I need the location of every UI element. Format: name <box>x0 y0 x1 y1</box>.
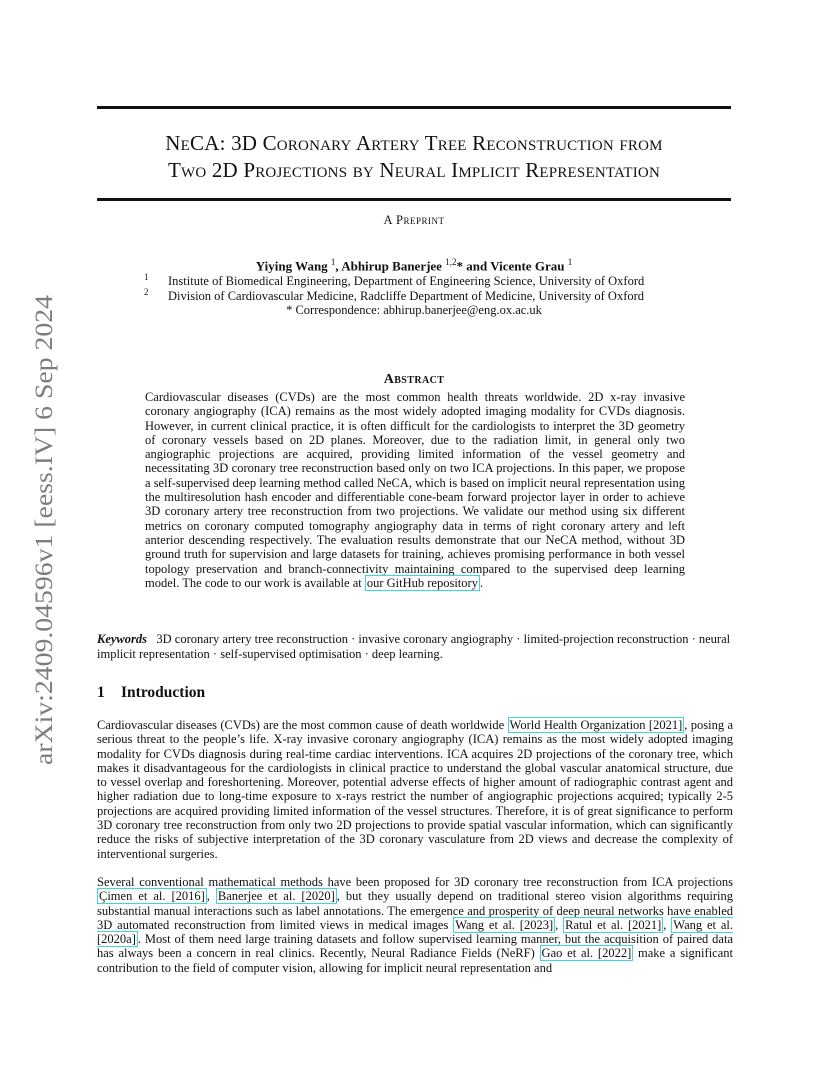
section-title: Introduction <box>121 684 206 701</box>
citation-link[interactable]: Gao et al. [2022] <box>541 946 632 961</box>
title-top-rule <box>97 106 731 109</box>
paragraph-text: Cardiovascular diseases (CVDs) are the most common cause of death worldwide <box>97 718 508 732</box>
keywords <box>97 632 733 662</box>
keywords-text: 3D coronary artery tree reconstruction · invasive coronary angiography · limited-projection reconstruction · neural implicit representation · self-supervised optimisation · deep learning. <box>97 632 731 661</box>
author-list <box>97 257 731 274</box>
citation-link[interactable]: Banerjee et al. [2020] <box>217 889 335 904</box>
github-link[interactable]: our GitHub repository <box>366 575 478 590</box>
citation-link[interactable]: World Health Organization [2021] <box>509 718 683 732</box>
paragraph-text: make a significant contribution to the field of computer vision, allowing for implicit neural representation and <box>97 946 733 975</box>
author-name: and Vicente Grau <box>462 258 565 274</box>
correspondence: * Correspondence: abhirup.banerjee@eng.ox.ac.uk <box>286 303 542 317</box>
citation-link[interactable]: Çimen et al. [2016] <box>99 889 205 904</box>
paragraph-text: , <box>663 917 672 932</box>
author-name: Yiying Wang <box>255 258 328 274</box>
citation-link[interactable]: Wang et al. [2023] <box>455 917 554 932</box>
title-bottom-rule <box>97 198 731 201</box>
abstract-end: . <box>479 575 484 590</box>
preprint-label: A Preprint <box>383 213 445 227</box>
abstract-text: Cardiovascular diseases (CVDs) are the most common health threats worldwide. 2D x-ray invasive coronary angiography (ICA) remains as the most widely adopted imaging modality for CVDs diagnosis. However, in current clinical practice, it is often difficult for the cardiologists to interpret the 3D geometry of coronary vessels based on 2D planes. Moreover, due to the radiation limit, in general only two angiographic projections are acquired, providing limited information of the vessel geometry and necessitating 3D coronary tree reconstruction based only on two ICA projections. In this paper, we propose a self-supervised deep learning method called NeCA, which is based on implicit neural representation using the multiresolution hash encoder and differentiable cone-beam forward projector layer in order to achieve 3D coronary artery tree reconstruction from two projections. We validate our method using six different metrics on coronary computed tomography angiography data in terms of right coronary artery and left anterior descending respectively. The evaluation results demonstrate that our NeCA method, without 3D ground truth for supervision and large datasets for training, achieves promising performance in both vessel topology preservation and branch-connectivity maintaining compared to the supervised deep learning model. The code to our work is available at <box>145 390 685 590</box>
section-heading <box>97 684 205 702</box>
section-number: 1 <box>97 684 105 701</box>
affiliation-number: 2 <box>144 287 149 297</box>
intro-paragraph-2 <box>97 875 733 975</box>
paragraph-text: , posing a serious threat to the people’s life. X-ray invasive coronary angiography (ICA) remains as the most widely adopted imaging modality for CVDs diagnosis during real-time cardiac interventions. ICA acquires 2D projections of the coronary tree, which makes it disadvantageous for the cardiologists in clinical practice to understand the global vascular anatomical structure, due to vessel overlap and foreshortening. Moreover, potential adverse effects of higher amount of radiographic contrast agent and higher radiation due to long-time exposure to x-rays restrict the number of angiographic projections acquired; typically 2-5 projections are acquired providing limited information of the vessel structures. Therefore, it is of great significance to perform 3D coronary tree reconstruction from only two 2D projections to provide spatial vascular information, which can significantly reduce the risks of subjective interpretation of the 3D coronary vasculature from 2D views and decrease the complexity of interventional surgeries. <box>97 718 734 861</box>
intro-paragraph-1 <box>97 718 733 861</box>
correspondence-mark: * <box>456 258 463 274</box>
author-affil-mark: 1,2 <box>445 257 457 267</box>
arxiv-stamp <box>10 292 62 767</box>
abstract-body <box>145 390 685 590</box>
title-line-1: NeCA: 3D Coronary Artery Tree Reconstruction from <box>165 131 663 155</box>
arxiv-id: arXiv:2409.04596v1 [eess.IV] 6 Sep 2024 <box>29 332 58 765</box>
paragraph-text: , <box>206 889 216 904</box>
title-line-2: Two 2D Projections by Neural Implicit Representation <box>167 158 661 182</box>
paragraph-text: , <box>555 917 564 932</box>
author-affil-mark: 1 <box>330 257 336 267</box>
paragraph-text: , but they usually depend on traditional stereo vision algorithms requiring substantial manual interactions such as label annotations. The emergence and prosperity of deep neural networks have enabled 3D automated reconstruction from limited views in medical images <box>97 889 733 932</box>
author-affil-mark: 1 <box>567 257 573 267</box>
paragraph-text: . Most of them need large training datasets and follow supervised learning manner, but the acquisition of paired data has always been a concern in real clinics. Recently, Neural Radiance Fields (NeRF) <box>97 932 733 961</box>
keywords-label: Keywords <box>97 632 147 646</box>
paper-title <box>97 130 731 184</box>
paragraph-text: Several conventional mathematical methods have been proposed for 3D coronary tree reconstruction from ICA projections <box>97 875 733 889</box>
affiliation-number: 1 <box>144 272 149 282</box>
author-name: , Abhirup Banerjee <box>335 258 442 274</box>
affiliation-1 <box>144 274 704 289</box>
affiliation-2 <box>144 289 704 304</box>
affiliation-text: Division of Cardiovascular Medicine, Radcliffe Department of Medicine, University of Oxford <box>168 289 645 303</box>
citation-link[interactable]: Wang et al. [2020a] <box>97 917 734 947</box>
citation-link[interactable]: Ratul et al. [2021] <box>565 917 662 932</box>
abstract-heading: Abstract <box>383 372 445 387</box>
affiliation-text: Institute of Biomedical Engineering, Department of Engineering Science, University of Oxford <box>168 274 645 288</box>
